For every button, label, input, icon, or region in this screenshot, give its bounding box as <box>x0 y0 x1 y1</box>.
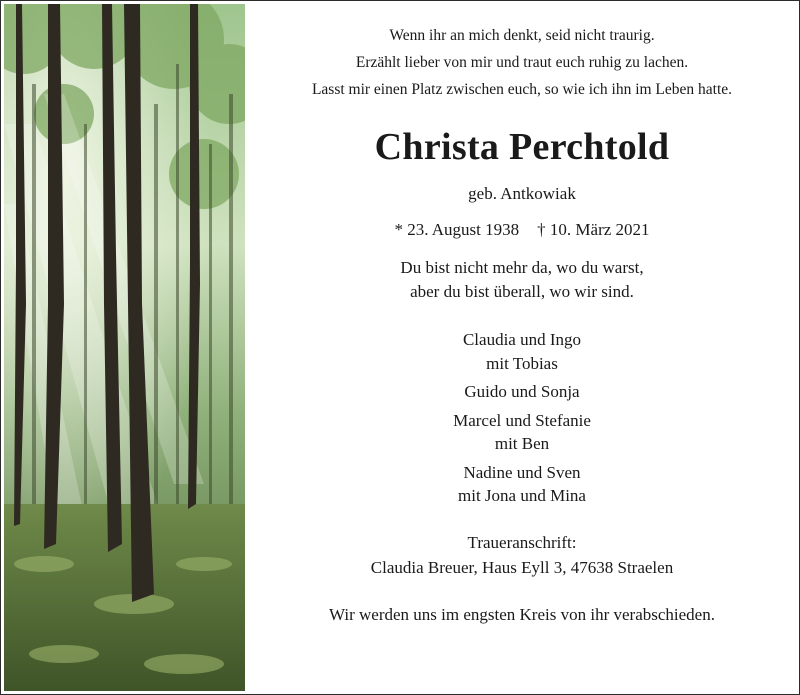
mourner-group <box>246 380 798 404</box>
closing-note: Wir werden uns im engsten Kreis von ihr verabschieden. <box>329 604 715 624</box>
forest-photo <box>4 4 245 691</box>
deceased-name: Christa Perchtold <box>374 126 670 168</box>
quote-line: Du bist nicht mehr da, wo du warst, <box>400 258 644 277</box>
mourner-group <box>246 461 798 508</box>
poem-line: Lasst mir einen Platz zwischen euch, so wie ich ihn im Leben hatte. <box>311 81 733 98</box>
mourner-line: Guido und Sonja <box>464 382 580 401</box>
life-dates <box>246 219 798 241</box>
mourner-group <box>246 328 798 375</box>
mourning-address <box>246 530 798 580</box>
maiden-name: geb. Antkowiak <box>468 184 576 203</box>
mourner-line: mit Jona und Mina <box>458 486 586 505</box>
birth-date: * 23. August 1938 <box>394 220 520 239</box>
mourner-line: Marcel und Stefanie <box>453 410 591 430</box>
address-label: Traueranschrift: <box>467 532 577 552</box>
quote-line: aber du bist überall, wo wir sind. <box>410 282 634 301</box>
mourner-group <box>246 409 798 456</box>
address-value: Claudia Breuer, Haus Eyll 3, 47638 Straelen <box>370 557 674 577</box>
obituary-text <box>246 0 798 627</box>
mourners-list <box>246 328 798 508</box>
mourner-line: mit Ben <box>494 434 550 453</box>
mourner-line: Nadine und Sven <box>463 462 581 482</box>
mourner-line: mit Tobias <box>486 353 558 373</box>
opening-poem <box>246 22 798 103</box>
mourner-line: Claudia und Ingo <box>462 330 582 349</box>
poem-line: Erzählt lieber von mir und traut euch ruhig zu lachen. <box>355 54 689 71</box>
poem-line: Wenn ihr an mich denkt, seid nicht traurig. <box>389 27 655 44</box>
death-date: † 10. März 2021 <box>537 220 650 239</box>
memorial-quote <box>246 256 798 304</box>
